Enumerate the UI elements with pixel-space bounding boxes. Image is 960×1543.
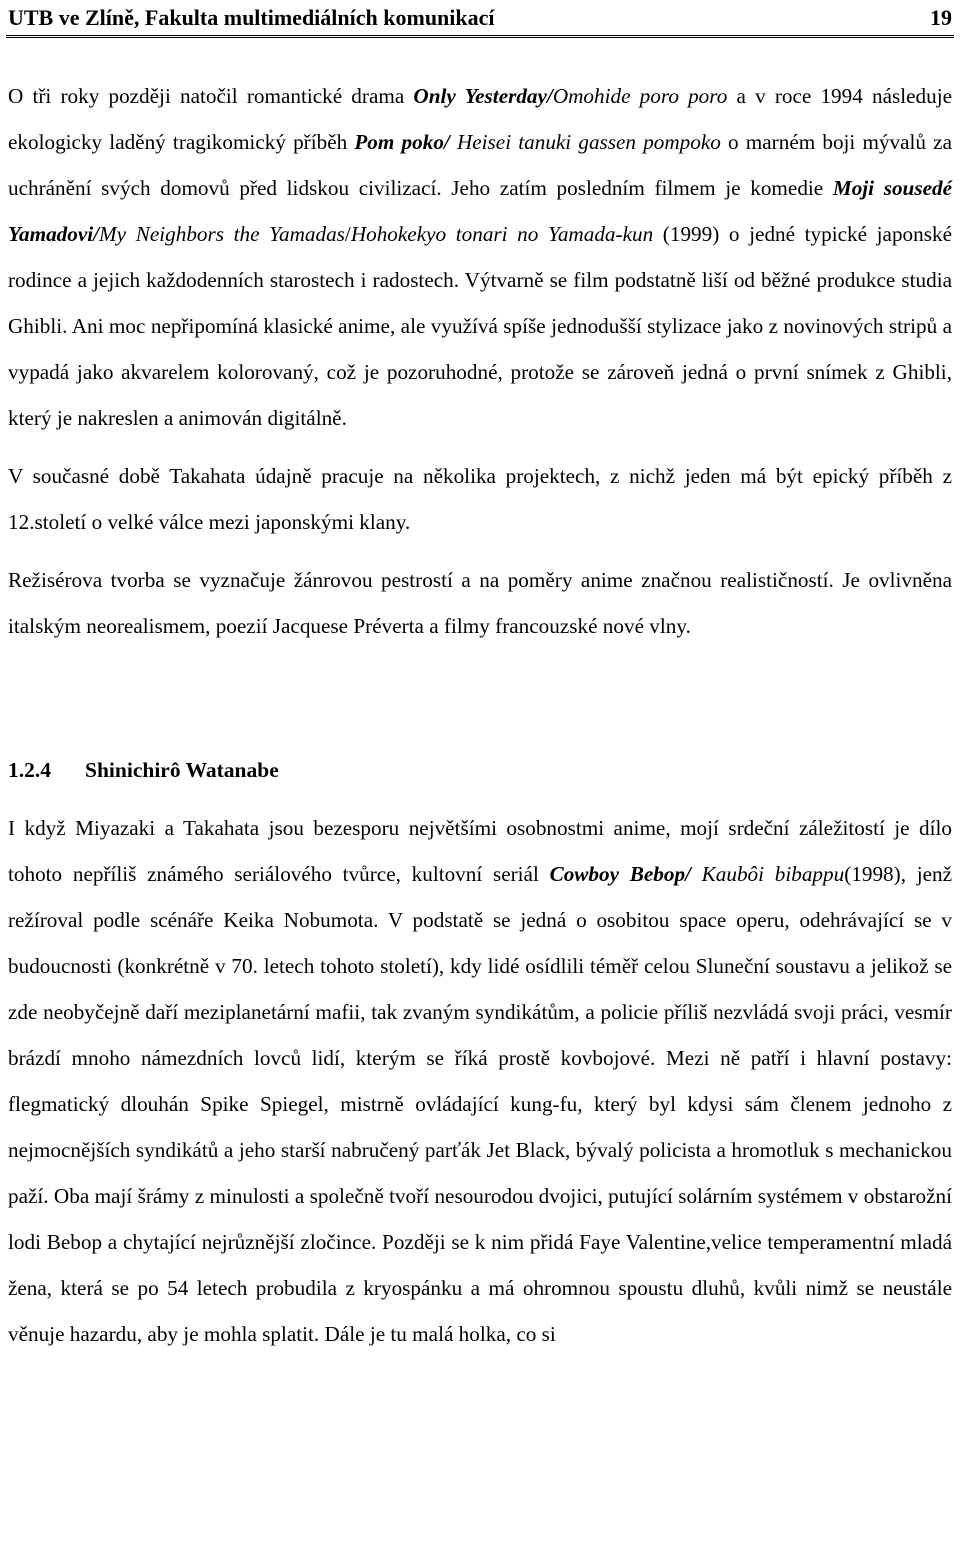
film-title-alt: Heisei tanuki gassen pompoko <box>449 130 721 154</box>
film-title-alt: Hohokekyo tonari no Yamada-kun <box>350 222 654 246</box>
document-body <box>8 73 952 1357</box>
film-title: Pom poko/ <box>354 130 450 154</box>
text-run: a v roce 1994 následuje ekologicky laděný tragikomický příběh <box>8 84 953 154</box>
text-run: (1998), jenž režíroval podle scénáře Keika Nobumota. V podstatě se jedná o osobitou space operu, odehrávající se v budoucnosti (konkrétně v 70. letech tohoto století), kdy lidé osídlili téměř celou Sluneční soustavu a jelikož se zde neobyčejně daří meziplanetární mafii, tak zvaným syndikátům, a policie příliš nezvládá svoji práci, vesmír brázdí mnoho námezdních lovců lidí, kterým se říká prostě kovbojové. Mezi ně patří i hlavní postavy: flegmatický dlouhán Spike Spiegel, mistrně ovládající kung-fu, který byl kdysi sám členem jednoho z nejmocnějších syndikátů a jeho starší nabručený parťák Jet Black, bývalý policista a hromotluk s mechanickou paží. Oba mají šrámy z minulosti a společně tvoří nesourodou dvojici, putující solárním systémem v obstarožní lodi Bebop a chytající nejrůznější zločince. Později se k nim přidá Faye Valentine,velice temperamentní mladá žena, která se po 54 letech probudila z kryospánku a má ohromnou spoustu dluhů, kvůli nimž se neustále věnuje hazardu, aby je mohla splatit. Dále je tu malá holka, co si <box>8 862 953 1346</box>
section-number: 1.2.4 <box>8 758 51 782</box>
paragraph-cowboy-bebop <box>8 805 952 1357</box>
text-run: (1999) o jedné typické japonské rodince a jejich každodenních starostech i radostech. Výtvarně se film podstatně liší od běžné produkce studia Ghibli. Ani moc nepřipomíná klasické anime, ale využívá spíše jednodušší stylizace jako z novinových stripů a vypadá jako akvarelem kolorovaný, což je pozoruhodné, protože se zároveň jedná o první snímek z Ghibli, který je nakreslen a animován digitálně. <box>8 222 952 430</box>
text-run: / <box>344 222 351 246</box>
paragraph-director-style: Režisérova tvorba se vyznačuje žánrovou pestrostí a na poměry anime značnou realističností. Je ovlivněna italským neorealismem, poezií Jacquese Préverta a filmy francouzské nové vlny. <box>8 568 952 638</box>
header-title: UTB ve Zlíně, Fakulta multimediálních komunikací <box>8 5 495 30</box>
section-heading <box>8 747 952 793</box>
header-rule <box>6 35 954 38</box>
text-run: O tři roky později natočil romantické drama <box>8 84 414 108</box>
film-title-alt: Omohide poro poro <box>552 84 728 108</box>
paragraph-takahata-films <box>8 73 952 441</box>
film-title: Cowboy Bebop/ <box>549 862 691 886</box>
film-title-alt: Kaubôi bibappu <box>690 862 845 886</box>
film-title: Only Yesterday/ <box>413 84 553 108</box>
section-title: Shinichirô Watanabe <box>85 758 279 782</box>
film-title: Moji sousedé Yamadovi/ <box>8 176 952 246</box>
paragraph-current-projects: V současné době Takahata údajně pracuje na několika projektech, z nichž jeden má být epický příběh z 12.století o velké válce mezi japonskými klany. <box>8 464 952 534</box>
page-header <box>8 0 952 36</box>
text-run: I když Miyazaki a Takahata jsou bezesporu největšími osobnostmi anime, mojí srdeční záležitostí je dílo tohoto nepříliš známého seriálového tvůrce, kultovní seriál <box>8 816 952 886</box>
text-run: o marném boji mývalů za uchránění svých domovů před lidskou civilizací. Jeho zatím posledním filmem je komedie <box>8 130 952 200</box>
film-title-alt: My Neighbors the Yamadas <box>99 222 345 246</box>
page-number: 19 <box>930 5 952 30</box>
